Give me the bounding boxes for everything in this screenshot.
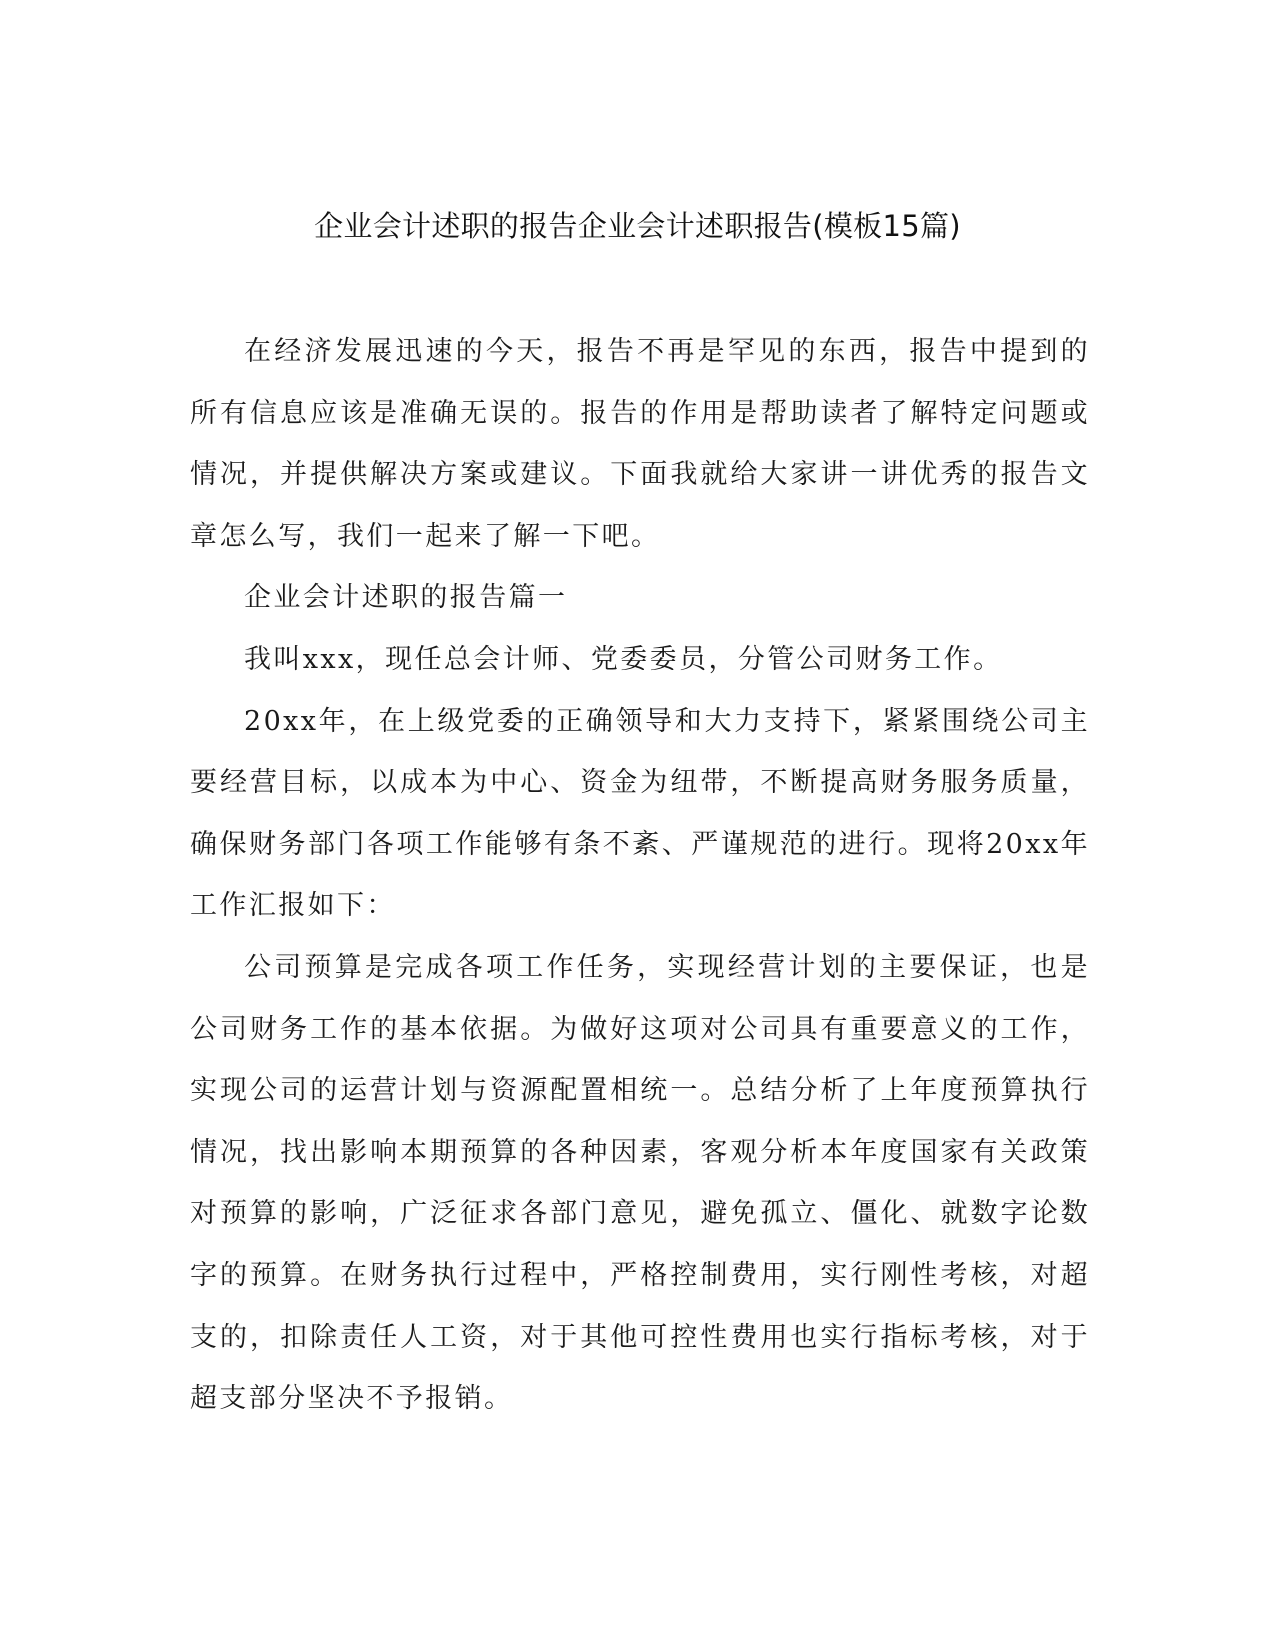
- paragraph-annual-overview: 20xx年，在上级党委的正确领导和大力支持下，紧紧围绕公司主要经营目标，以成本为中心、资金为纽带，不断提高财务服务质量，确保财务部门各项工作能够有条不紊、严谨规范的进行。现将20xx年工作汇报如下：: [190, 705, 1090, 922]
- section-heading: 企业会计述职的报告篇一: [244, 582, 568, 614]
- paragraph-self-introduction: 我叫xxx，现任总会计师、党委委员，分管公司财务工作。: [244, 643, 1003, 675]
- paragraph-budget: 公司预算是完成各项工作任务，实现经营计划的主要保证，也是公司财务工作的基本依据。为做好这项对公司具有重要意义的工作，实现公司的运营计划与资源配置相统一。总结分析了上年度预算执行情况，找出影响本期预算的各种因素，客观分析本年度国家有关政策对预算的影响，广泛征求各部门意见，避免孤立、僵化、就数字论数字的预算。在财务执行过程中，严格控制费用，实行刚性考核，对超支的，扣除责任人工资，对于其他可控性费用也实行指标考核，对于超支部分坚决不予报销。: [190, 951, 1090, 1415]
- paragraph-intro: 在经济发展迅速的今天，报告不再是罕见的东西，报告中提到的所有信息应该是准确无误的。报告的作用是帮助读者了解特定问题或情况，并提供解决方案或建议。下面我就给大家讲一讲优秀的报告文章怎么写，我们一起来了解一下吧。: [190, 336, 1090, 552]
- document-title: 企业会计述职的报告企业会计述职报告(模板15篇): [314, 209, 961, 243]
- document-body: [190, 321, 1090, 1430]
